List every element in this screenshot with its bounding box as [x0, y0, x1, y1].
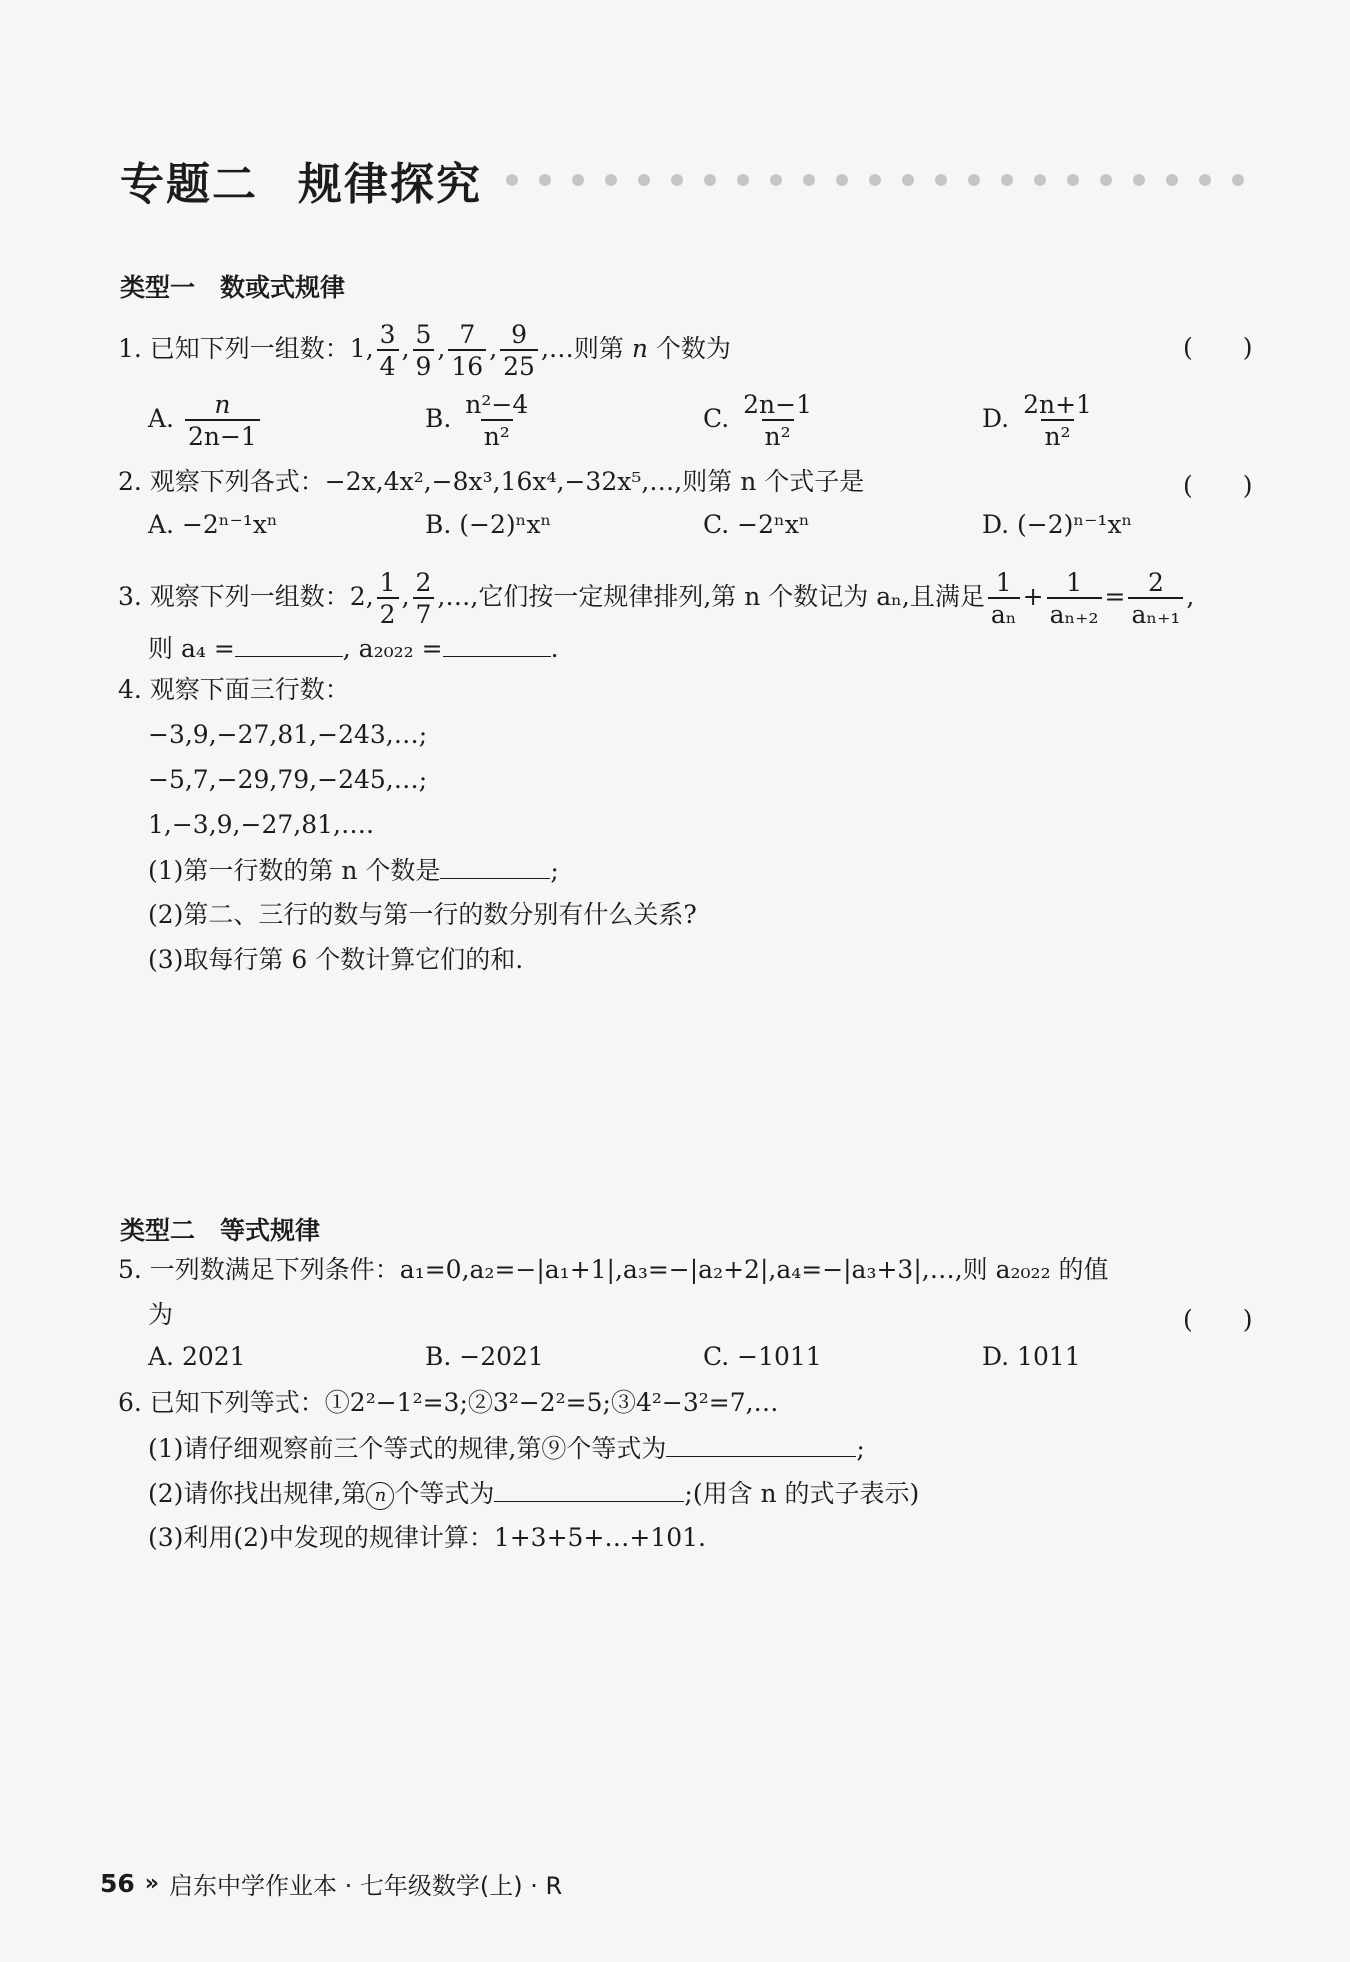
q1-option-a: A. $\frac{n}{2n-1}$ [148, 392, 263, 449]
title-dot [1133, 174, 1145, 186]
q6-sub1-blank[interactable] [666, 1430, 856, 1457]
q1-option-c: C. $\frac{2n-1}{\text{n²}}$ [703, 390, 813, 451]
q3-a2022-blank[interactable] [443, 630, 551, 657]
circled-n-symbol: n [366, 1482, 394, 1510]
q6-sub2-end: ;(用含 n 的式子表示) [684, 1479, 920, 1508]
q1-suffix-a: ,…则第 [540, 334, 632, 363]
page-title [120, 148, 482, 212]
q2-option-a: A. −2ⁿ⁻¹xⁿ [148, 510, 278, 539]
q5-option-d: D. 1011 [982, 1342, 1081, 1371]
q4-sub1-text: (1)第一行数的第 n 个数是 [148, 856, 441, 885]
q3-frac-1: $\frac{1}{2}$ [377, 570, 399, 627]
q1-option-d: D. $\frac{2n+1}{\text{n²}}$ [982, 390, 1092, 451]
q6-sub1-end: ; [856, 1434, 865, 1463]
q4-sub1-blank[interactable] [440, 852, 550, 879]
q2-option-c: C. −2ⁿxⁿ [703, 510, 810, 539]
q3-eq-frac-3: $\frac{2}{\text{aₙ₊₁}}$ [1128, 570, 1183, 627]
q1-suffix-b: 个数为 [647, 334, 731, 363]
q4-sub-3: (3)取每行第 6 个数计算它们的和. [148, 945, 524, 974]
q4-row-2: −5,7,−29,79,−245,…; [148, 765, 428, 794]
title-dot [1001, 174, 1013, 186]
title-part2: 规律探究 [298, 159, 482, 210]
title-dot [1232, 174, 1244, 186]
title-dot [671, 174, 683, 186]
q1-frac-4: $\frac{9}{25}$ [500, 322, 538, 379]
q3-eq-plus: + [1022, 582, 1044, 611]
q5-option-a: A. 2021 [148, 1342, 246, 1371]
q6-sub2-text: (2)请你找出规律,第 [148, 1479, 367, 1508]
title-dot [935, 174, 947, 186]
title-dot [869, 174, 881, 186]
q4-row-1: −3,9,−27,81,−243,…; [148, 720, 428, 749]
title-dot [1199, 174, 1211, 186]
title-row [120, 150, 1270, 210]
q2-answer-paren: ( ) [1183, 471, 1253, 500]
q1-frac-3: $\frac{7}{16}$ [448, 322, 486, 379]
q3-eq-frac-1: $\frac{1}{\text{aₙ}}$ [988, 570, 1020, 627]
title-dot [704, 174, 716, 186]
title-dot [1100, 174, 1112, 186]
question-1: 1. 已知下列一组数：1, $\frac{3}{4}$ , $\frac{5}{9}$ , $\frac{7}{16}$ , $\frac{9}{25}$ ,…则第 n 个数为 [118, 320, 731, 381]
title-dot [836, 174, 848, 186]
question-3: 3. 观察下列一组数：2, $\frac{1}{2}$ , $\frac{2}{7}$ ,…,它们按一定规律排列,第 n 个数记为 aₙ,且满足 $\frac{1}{\text{aₙ}}$ + $\frac{1}{\text{aₙ₊₂}}$ = $\frac{2}{\text{aₙ₊₁}}$ , [118, 568, 1195, 629]
q6-sub-2 [148, 1475, 919, 1512]
question-4: 4. 观察下面三行数： [118, 675, 350, 704]
q3-a2022-label: , a₂₀₂₂ = [342, 634, 443, 663]
q6-sub-1 [148, 1430, 865, 1467]
q1-var: n [631, 334, 648, 363]
title-dot [737, 174, 749, 186]
q3-eq-end: , [1186, 582, 1195, 611]
page-footer [100, 1866, 562, 1901]
title-dot [506, 174, 518, 186]
title-dot [902, 174, 914, 186]
title-dot [605, 174, 617, 186]
q1-option-b: B. $\frac{\text{n²−4}}{\text{n²}}$ [425, 390, 529, 451]
q1-prefix: 1. 已知下列一组数：1, [118, 334, 374, 363]
q5-answer-paren: ( ) [1183, 1305, 1253, 1334]
q3-a4-label: 则 a₄ = [148, 634, 235, 663]
q2-option-b: B. (−2)ⁿxⁿ [425, 510, 552, 539]
q6-sub2-mid: 个等式为 [394, 1479, 495, 1508]
q5-option-c: C. −1011 [703, 1342, 822, 1371]
q3-frac-2: $\frac{2}{7}$ [413, 570, 435, 627]
q2-option-d: D. (−2)ⁿ⁻¹xⁿ [982, 510, 1133, 539]
q4-sub-2: (2)第二、三行的数与第一行的数分别有什么关系? [148, 900, 697, 929]
section-heading-1: 类型一 数或式规律 [120, 273, 346, 302]
q1-frac-1: $\frac{3}{4}$ [377, 322, 399, 379]
q5-line-2: 为 [148, 1300, 174, 1329]
title-dot [968, 174, 980, 186]
chevron-right-icon: » [144, 1871, 160, 1896]
q3-eq-frac-2: $\frac{1}{\text{aₙ₊₂}}$ [1047, 570, 1102, 627]
title-dot [572, 174, 584, 186]
title-part1: 专题二 [120, 159, 258, 210]
q4-sub-1 [148, 852, 559, 889]
q1-answer-paren: ( ) [1183, 333, 1253, 362]
question-2: 2. 观察下列各式：−2x,4x²,−8x³,16x⁴,−32x⁵,…,则第 n 个式子是 [118, 467, 865, 496]
q6-sub1-text: (1)请仔细观察前三个等式的规律,第⑨个等式为 [148, 1434, 667, 1463]
q3-prefix: 3. 观察下列一组数：2, [118, 582, 374, 611]
q3-line-2 [148, 630, 559, 667]
q5-option-b: B. −2021 [425, 1342, 544, 1371]
question-5: 5. 一列数满足下列条件：a₁=0,a₂=−|a₁+1|,a₃=−|a₂+2|,a₄=−|a₃+3|,…,则 a₂₀₂₂ 的值 [118, 1255, 1109, 1284]
title-dot [539, 174, 551, 186]
q3-middle: ,…,它们按一定规律排列,第 n 个数记为 aₙ,且满足 [437, 582, 985, 611]
q6-sub-3: (3)利用(2)中发现的规律计算：1+3+5+…+101. [148, 1523, 706, 1552]
book-title: 启东中学作业本 · 七年级数学(上) · R [169, 1872, 563, 1900]
section-heading-2: 类型二 等式规律 [120, 1216, 321, 1245]
title-dots [506, 174, 1244, 186]
title-dot [1067, 174, 1079, 186]
page-number: 56 [100, 1869, 135, 1898]
title-dot [803, 174, 815, 186]
q3-eq-equals: = [1104, 582, 1126, 611]
question-6: 6. 已知下列等式：①2²−1²=3;②3²−2²=5;③4²−3²=7,… [118, 1388, 779, 1417]
title-dot [1034, 174, 1046, 186]
q3-a4-blank[interactable] [235, 630, 343, 657]
q4-row-3: 1,−3,9,−27,81,…. [148, 810, 374, 839]
q6-sub2-blank[interactable] [494, 1475, 684, 1502]
title-dot [638, 174, 650, 186]
title-dot [1166, 174, 1178, 186]
title-dot [770, 174, 782, 186]
q1-frac-2: $\frac{5}{9}$ [413, 322, 435, 379]
q4-sub1-end: ; [550, 856, 559, 885]
q3-end: . [550, 634, 559, 663]
